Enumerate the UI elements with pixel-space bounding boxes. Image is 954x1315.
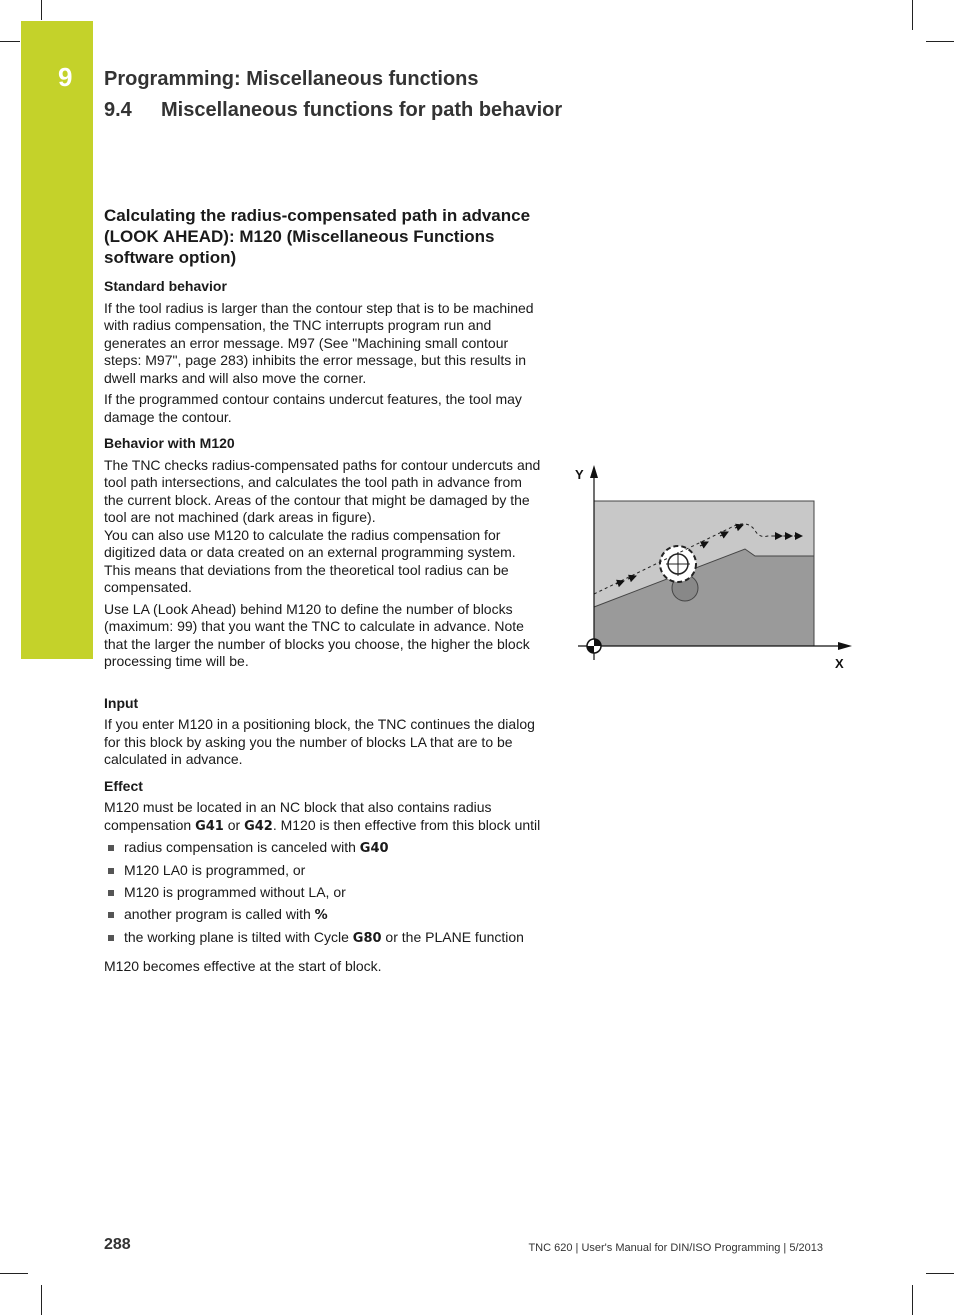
paragraph: If the programmed contour contains undercut features, the tool may damage the contour. — [104, 391, 522, 425]
chapter-title: Programming: Miscellaneous functions — [104, 68, 479, 90]
paragraph: You can also use M120 to calculate the radius compensation for digitized data or data created on an external programming system. This means that deviations from the theoretical tool radius can be compensated. — [104, 526, 516, 595]
crop-mark — [926, 1273, 954, 1274]
crop-mark — [0, 41, 20, 42]
article-title: Calculating the radius-compensated path in advance (LOOK AHEAD): M120 (Miscellaneous Functions software option) — [104, 206, 531, 267]
paragraph: The TNC checks radius-compensated paths for contour undercuts and tool path intersections, and calculates the tool path in advance from the current block. Areas of the contour that might be damaged by the tool are not machined (dark areas in figure). — [104, 456, 541, 525]
crop-mark — [41, 0, 42, 20]
paragraph: If you enter M120 in a positioning block, the TNC continues the dialog for this block by asking you the number of blocks LA that are to be calculated in advance. — [104, 716, 535, 767]
paragraph: M120 must be located in an NC block that also contains radius compensation G41 or G42. M120 is then effective from this block until — [104, 799, 541, 834]
list-item: radius compensation is canceled with G40 — [104, 839, 544, 858]
crop-mark — [912, 0, 913, 30]
paragraph: If the tool radius is larger than the contour step that is to be machined with radius compensation, the TNC interrupts program run and generates an error message. M97 (See "Machining small contour steps: M97", page 283) inhibits the error message, but this results in dwell marks and will also move the corner. — [104, 299, 534, 386]
input-heading: Input — [104, 694, 139, 711]
section-number: 9.4 — [104, 99, 132, 121]
chapter-number: 9 — [58, 62, 73, 92]
effect-heading: Effect — [104, 777, 143, 794]
list-item: another program is called with % — [104, 906, 544, 925]
standard-behavior-heading: Standard behavior — [104, 278, 227, 294]
crop-mark — [0, 1273, 28, 1274]
bullet-list — [104, 839, 544, 948]
paragraph: M120 becomes effective at the start of block. — [104, 957, 382, 974]
crop-mark — [41, 1285, 42, 1315]
m120-behavior-heading: Behavior with M120 — [104, 435, 235, 451]
chapter-tab — [21, 21, 93, 659]
list-item: M120 is programmed without LA, or — [104, 884, 544, 902]
footer-text: TNC 620 | User's Manual for DIN/ISO Programming | 5/2013 — [528, 1242, 823, 1254]
tool-path-diagram — [570, 460, 860, 675]
page-number: 288 — [104, 1236, 131, 1253]
crop-mark — [912, 1285, 913, 1315]
paragraph: Use LA (Look Ahead) behind M120 to define the number of blocks (maximum: 99) that you want the TNC to calculate in advance. Note that the larger the number of blocks you choose, the higher the block processing time will be. — [104, 600, 530, 669]
y-axis-label: Y — [575, 467, 584, 482]
section-title: Miscellaneous functions for path behavior — [161, 99, 563, 121]
look-ahead-figure — [570, 460, 860, 675]
main-content — [104, 205, 544, 979]
x-axis-label: X — [835, 656, 844, 671]
list-item: the working plane is tilted with Cycle G80 or the PLANE function — [104, 929, 544, 948]
list-item: M120 LA0 is programmed, or — [104, 862, 544, 880]
crop-mark — [926, 41, 954, 42]
section-heading — [104, 99, 562, 122]
